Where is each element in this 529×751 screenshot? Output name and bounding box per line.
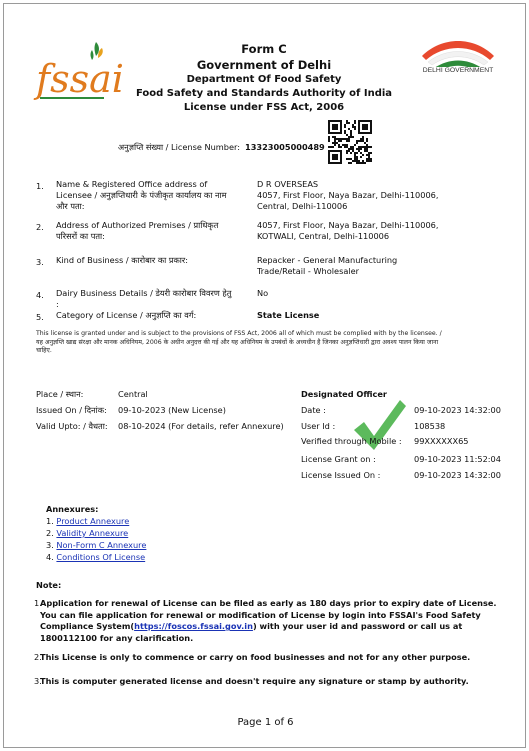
detail-value: No (257, 288, 269, 298)
note-title: Note: (36, 580, 62, 590)
officer-row-value: 108538 (414, 421, 446, 431)
detail-label: Kind of Business / कारोबार का प्रकार: (56, 255, 189, 265)
note-text: This License is only to commence or carry on food businesses and not for any other purpose. (40, 652, 471, 662)
form-title: Form C (241, 42, 287, 56)
detail-number: 5. (36, 312, 44, 322)
note-text: This is computer generated license and doesn't require any signature or stamp by authority. (40, 676, 469, 686)
annexure-link[interactable]: Conditions Of License (56, 552, 146, 562)
officer-row-label: Verified through Mobile : (301, 436, 402, 446)
fssai-logo-text: fssai (36, 57, 124, 101)
disclaimer: This license is granted under and is subject to the provisions of FSS Act, 2006 all of which must be complied with by the licensee. / यह अनुज्ञप्ति खाद्य संरक्षा और मानक अधिनियम, 2006 के अधीन अनुदत्त की गई और यह अधिनियम के उपबंधों के अध्यधीन है जिनका अनुज्ञप्तिधारी द्वारा अवश्य पालन किया जाना चाहिए. (36, 330, 442, 355)
valid-upto-label: Valid Upto: / वैधता: (36, 421, 108, 431)
license-number-label: अनुज्ञप्ति संख्या / License Number: (117, 142, 240, 152)
officer-row-value: 09-10-2023 11:52:04 (414, 454, 501, 464)
officer-row-value: 99XXXXXX65 (414, 436, 469, 446)
detail-number: 3. (36, 257, 44, 267)
officer-row-label: User Id : (301, 421, 336, 431)
detail-value: D R OVERSEAS 4057, First Floor, Naya Bazar, Delhi-110006, Central, Delhi-110006 (257, 179, 439, 211)
government-title: Government of Delhi (196, 58, 332, 72)
detail-label: Name & Registered Office address of Licensee / अनुज्ञप्तिधारी के पंजीकृत कार्यालय का नाम और पता: (56, 179, 227, 211)
detail-value: State License (257, 310, 320, 320)
delhi-government-logo (418, 34, 498, 84)
issued-on-label: Issued On / दिनांक: (36, 405, 107, 415)
annexure-link[interactable]: Validity Annexure (56, 528, 129, 538)
note-item (34, 652, 500, 664)
note-number: 3. (34, 676, 42, 686)
detail-value: Repacker - General Manufacturing Trade/Retail - Wholesaler (257, 255, 398, 276)
detail-number: 1. (36, 181, 44, 191)
annexure-item: 4. Conditions Of License (46, 552, 146, 562)
detail-label: Dairy Business Details / डेयरी कारोबार विवरण हेतु : (56, 288, 232, 309)
officer-row-value: 09-10-2023 14:32:00 (414, 470, 501, 480)
delhi-government-text: DELHI GOVERNMENT (418, 67, 498, 74)
detail-label: Address of Authorized Premises / प्राधिकृत परिसरों का पता: (56, 220, 219, 241)
annexure-item: 3. Non-Form C Annexure (46, 540, 147, 550)
note-number: 2. (34, 652, 42, 662)
license-number: 13323005000489 (245, 142, 325, 152)
annexure-link[interactable]: Product Annexure (56, 516, 130, 526)
detail-number: 2. (36, 222, 44, 232)
license-page (3, 3, 526, 748)
place-label: Place / स्थान: (36, 389, 84, 399)
officer-row-label: License Issued On : (301, 470, 381, 480)
officer-row-value: 09-10-2023 14:32:00 (414, 405, 501, 415)
page-number: Page 1 of 6 (237, 717, 294, 728)
annexure-item: 1. Product Annexure (46, 516, 130, 526)
detail-value: 4057, First Floor, Naya Bazar, Delhi-110006, KOTWALI, Central, Delhi-110006 (257, 220, 439, 241)
note-text: Application for renewal of License can be filed as early as 180 days prior to expiry date of License. You can file application for renewal or modification of License by login into FSSAI's Food Safety Compliance System(https://foscos.fssai.gov.in) with your user id and password or call us at 1800112100 for any clarification. (40, 598, 497, 643)
note-item (34, 598, 500, 644)
note-item (34, 676, 500, 688)
annexures-title: Annexures: (46, 504, 99, 514)
act-title: License under FSS Act, 2006 (183, 102, 345, 113)
place-value: Central (118, 389, 148, 399)
foscos-link[interactable]: https://foscos.fssai.gov.in (134, 621, 253, 632)
officer-row-label: Date : (301, 405, 326, 415)
department-title: Department Of Food Safety (186, 74, 342, 85)
designated-officer-title: Designated Officer (301, 389, 387, 399)
valid-upto-value: 08-10-2024 (For details, refer Annexure) (118, 421, 284, 431)
detail-label: Category of License / अनुज्ञप्ति का वर्ग: (56, 310, 197, 320)
annexure-link[interactable]: Non-Form C Annexure (56, 540, 147, 550)
detail-number: 4. (36, 290, 44, 300)
annexure-item: 2. Validity Annexure (46, 528, 129, 538)
fssai-logo (34, 38, 124, 108)
note-number: 1. (34, 598, 42, 608)
issued-on-value: 09-10-2023 (New License) (118, 405, 226, 415)
qr-code (328, 120, 372, 164)
authority-title: Food Safety and Standards Authority of India (135, 88, 393, 99)
officer-row-label: License Grant on : (301, 454, 376, 464)
